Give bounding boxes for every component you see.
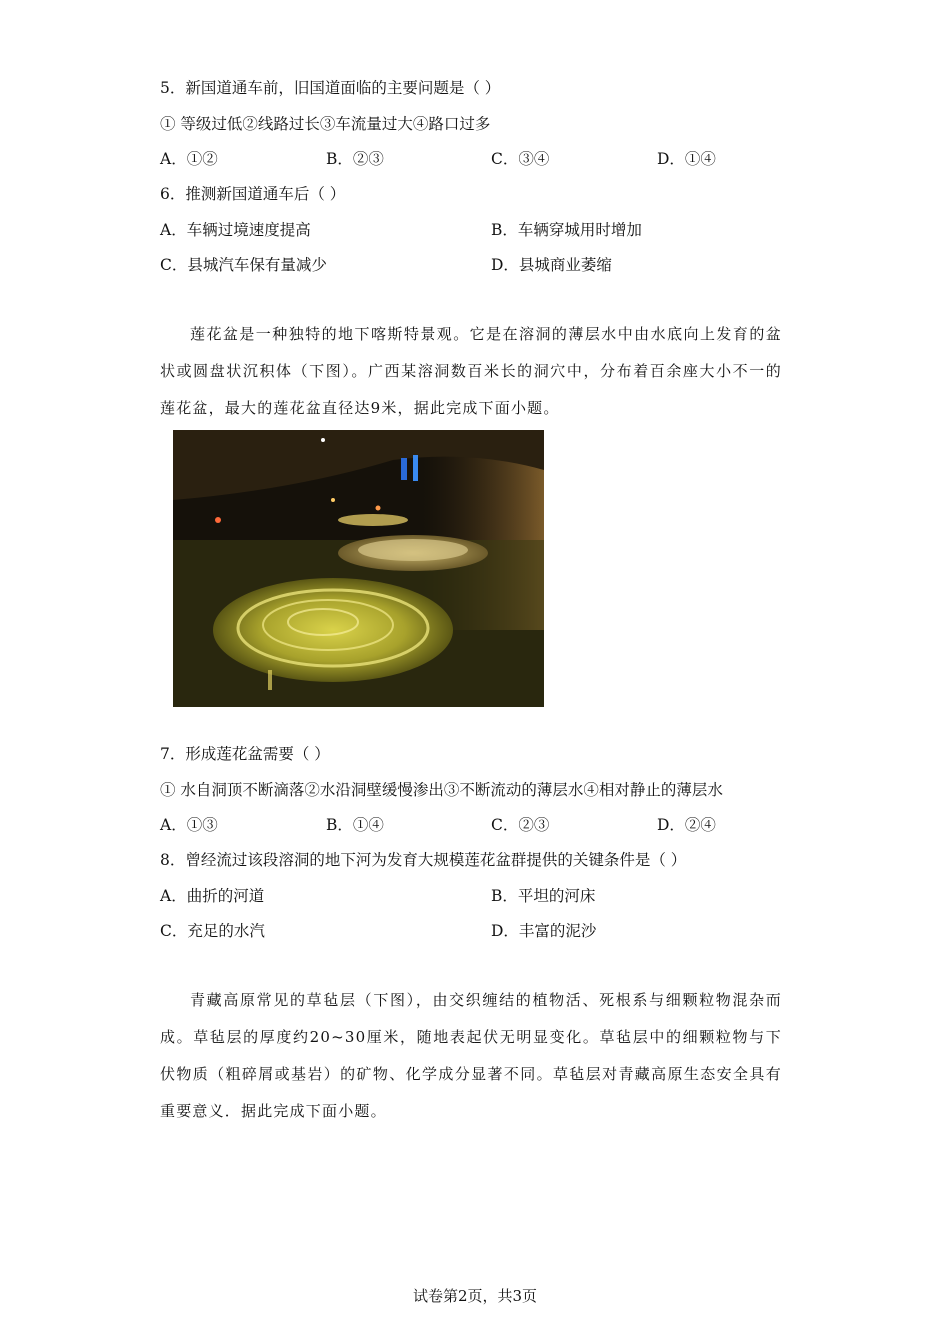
q5-option-a: A．①②: [160, 150, 218, 168]
q7-option-d: D．②④: [657, 816, 716, 834]
page-footer: 试卷第2页，共3页: [412, 1287, 538, 1305]
passage-lotus-basin-text: 莲花盆是一种独特的地下喀斯特景观。它是在溶洞的薄层水中由水底向上发育的盆状或圆盘状沉积体（下图）。广西某溶洞数百米长的洞穴中，分布着百余座大小不一的莲花盆，最大的莲花盆直径达9米，据此完成下面小题。: [160, 325, 782, 417]
passage-alpine-turf: [160, 982, 782, 1130]
q8-option-d: D．丰富的泥沙: [491, 922, 597, 940]
q8-option-b: B．平坦的河床: [491, 887, 596, 905]
q5-option-d: D．①④: [657, 150, 716, 168]
q5-option-c: C．③④: [491, 150, 550, 168]
q8-stem: 8．曾经流过该段溶洞的地下河为发育大规模莲花盆群提供的关键条件是（ ）: [160, 851, 687, 869]
q7-stem: 7．形成莲花盆需要（ ）: [160, 745, 330, 763]
q6-option-a: A．车辆过境速度提高: [160, 221, 311, 239]
cave-lotus-basin-photo: [173, 430, 544, 707]
q7-option-a: A．①③: [160, 816, 218, 834]
passage-lotus-basin: [160, 316, 782, 427]
passage-alpine-turf-text: 青藏高原常见的草毡层（下图），由交织缠结的植物活、死根系与细颗粒物混杂而成。草毡层的厚度约20~30厘米，随地表起伏无明显变化。草毡层中的细颗粒物与下伏物质（粗碎屑或基岩）的矿物、化学成分显著不同。草毡层对青藏高原生态安全具有重要意义．据此完成下面小题。: [160, 991, 782, 1120]
q7-option-b: B．①④: [326, 816, 384, 834]
q7-statements: ① 水自洞顶不断滴落②水沿洞壁缓慢渗出③不断流动的薄层水④相对静止的薄层水: [160, 781, 723, 799]
q5-stem: 5．新国道通车前，旧国道面临的主要问题是（ ）: [160, 79, 501, 97]
cave-photo-art: [173, 430, 544, 707]
q6-option-d: D．县城商业萎缩: [491, 256, 612, 274]
q6-option-b: B．车辆穿城用时增加: [491, 221, 642, 239]
q7-option-c: C．②③: [491, 816, 550, 834]
q8-option-c: C．充足的水汽: [160, 922, 265, 940]
q6-option-c: C．县城汽车保有量减少: [160, 256, 327, 274]
q5-option-b: B．②③: [326, 150, 384, 168]
q8-option-a: A．曲折的河道: [160, 887, 265, 905]
q6-stem: 6．推测新国道通车后（ ）: [160, 185, 346, 203]
q5-statements: ① 等级过低②线路过长③车流量过大④路口过多: [160, 115, 491, 133]
